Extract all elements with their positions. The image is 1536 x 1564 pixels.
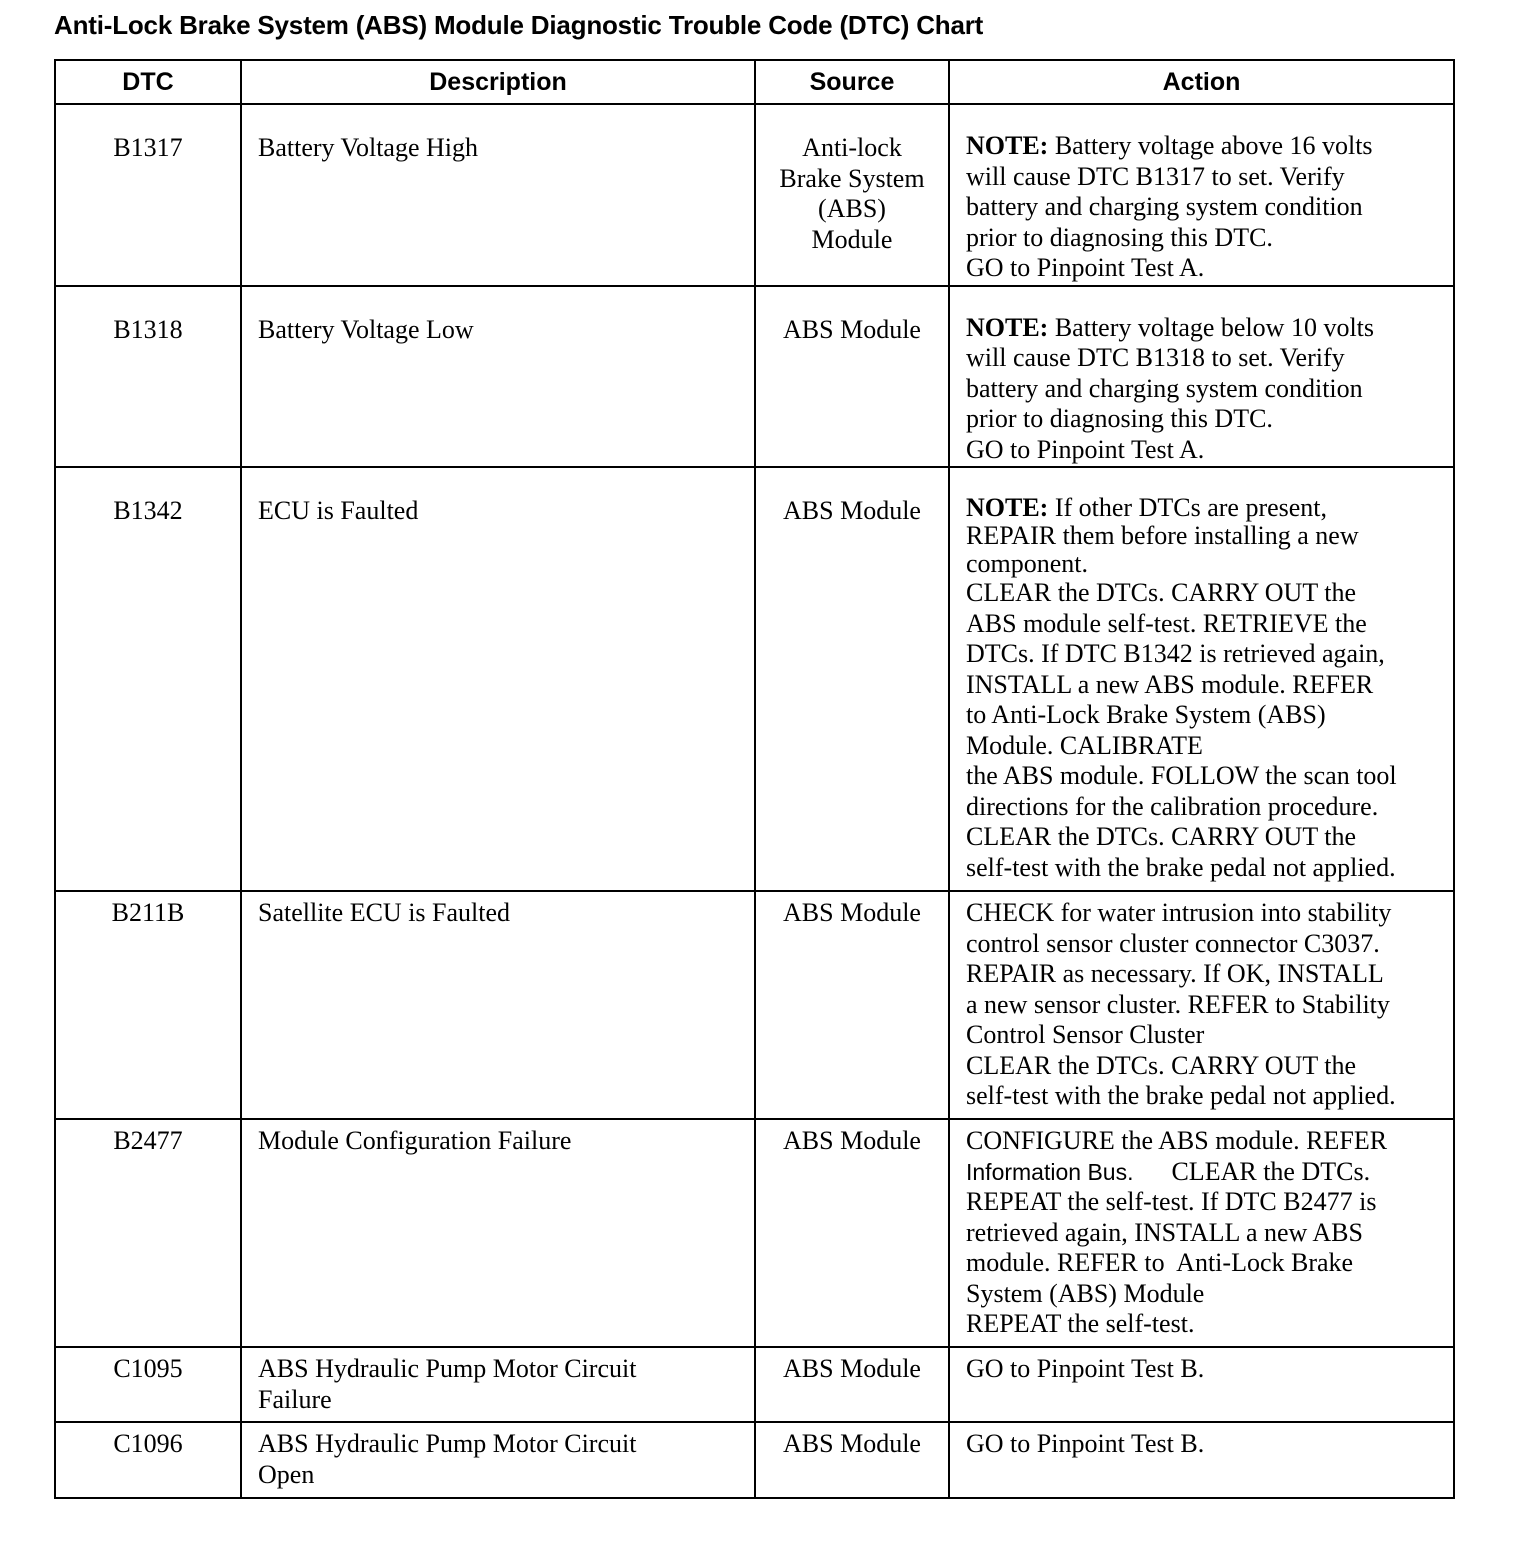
description-line: Failure — [258, 1384, 332, 1414]
action-line: CLEAR the DTCs. CARRY OUT the — [966, 822, 1357, 851]
dtc-action — [949, 891, 1454, 1119]
action-line: GO to Pinpoint Test A. — [966, 434, 1205, 464]
action-line: self-test with the brake pedal not applied. — [966, 1081, 1396, 1110]
dtc-description: Satellite ECU is Faulted — [241, 891, 755, 1119]
action-line: Control Sensor Cluster — [966, 1020, 1205, 1049]
action-text: If other DTCs are present, — [1048, 493, 1328, 522]
action-line: prior to diagnosing this DTC. — [966, 222, 1273, 252]
note-label: NOTE: — [966, 131, 1049, 160]
action-line: module. REFER to Anti-Lock Brake — [966, 1248, 1354, 1277]
table-row — [55, 1422, 1454, 1498]
dtc-code: C1095 — [55, 1347, 241, 1422]
page-title: Anti-Lock Brake System (ABS) Module Diagnostic Trouble Code (DTC) Chart — [54, 10, 984, 40]
table-row — [55, 286, 1454, 468]
dtc-source: ABS Module — [755, 467, 949, 891]
action-line: REPAIR them before installing a new — [966, 521, 1359, 550]
dtc-description: Battery Voltage High — [241, 104, 755, 286]
action-text: Battery voltage above 16 volts — [1048, 131, 1373, 160]
action-line: REPEAT the self-test. If DTC B2477 is — [966, 1187, 1377, 1216]
action-line: CONFIGURE the ABS module. REFER — [966, 1126, 1388, 1155]
dtc-action — [949, 286, 1454, 468]
header-action: Action — [949, 60, 1454, 104]
action-line: REPAIR as necessary. If OK, INSTALL — [966, 959, 1384, 988]
header-source: Source — [755, 60, 949, 104]
source-line: Brake System — [779, 163, 925, 193]
dtc-source: ABS Module — [755, 1422, 949, 1498]
table-row — [55, 1347, 1454, 1422]
table-header-row — [55, 60, 1454, 104]
note-label: NOTE: — [966, 493, 1049, 522]
action-line — [966, 131, 1447, 162]
action-text-sans: Information Bus. — [966, 1158, 1134, 1185]
action-line: INSTALL a new ABS module. REFER — [966, 669, 1374, 699]
dtc-source: ABS Module — [755, 891, 949, 1119]
action-line: self-test with the brake pedal not applied. — [966, 852, 1396, 882]
dtc-code: C1096 — [55, 1422, 241, 1498]
action-line: REPEAT the self-test. — [966, 1309, 1195, 1338]
source-line: Module — [811, 224, 893, 254]
dtc-action: GO to Pinpoint Test B. — [949, 1347, 1454, 1422]
action-line — [966, 313, 1447, 344]
source-line: (ABS) — [818, 194, 886, 223]
dtc-source: ABS Module — [755, 1347, 949, 1422]
action-line: System (ABS) Module — [966, 1278, 1205, 1308]
action-line: CLEAR the DTCs. CARRY OUT the — [966, 578, 1357, 607]
action-line: will cause DTC B1317 to set. Verify — [966, 161, 1345, 191]
dtc-code: B1318 — [55, 286, 241, 468]
header-description: Description — [241, 60, 755, 104]
action-line: to Anti-Lock Brake System (ABS) — [966, 700, 1326, 729]
table-row — [55, 891, 1454, 1119]
dtc-action — [949, 1119, 1454, 1347]
table-row — [55, 467, 1454, 891]
dtc-description: Battery Voltage Low — [241, 286, 755, 468]
action-line: prior to diagnosing this DTC. — [966, 404, 1273, 433]
action-line: DTCs. If DTC B1342 is retrieved again, — [966, 639, 1385, 668]
dtc-source: ABS Module — [755, 286, 949, 468]
action-line: battery and charging system condition — [966, 192, 1363, 221]
dtc-code: B1317 — [55, 104, 241, 286]
action-line: ABS module self-test. RETRIEVE the — [966, 608, 1367, 638]
action-line: component. — [966, 549, 1089, 578]
action-line: battery and charging system condition — [966, 373, 1363, 403]
source-line: Anti-lock — [802, 133, 902, 162]
table-row — [55, 1119, 1454, 1347]
note-label: NOTE: — [966, 312, 1049, 342]
dtc-action — [949, 467, 1454, 891]
action-line: the ABS module. FOLLOW the scan tool — [966, 761, 1397, 790]
dtc-code: B2477 — [55, 1119, 241, 1347]
action-line: directions for the calibration procedure. — [966, 791, 1379, 821]
dtc-code: B1342 — [55, 467, 241, 891]
description-line: ABS Hydraulic Pump Motor Circuit — [258, 1354, 637, 1383]
dtc-source: ABS Module — [755, 1119, 949, 1347]
dtc-description: ECU is Faulted — [241, 467, 755, 891]
dtc-description — [241, 1422, 755, 1498]
dtc-action — [949, 104, 1454, 286]
action-line: GO to Pinpoint Test A. — [966, 253, 1205, 282]
table-row — [55, 104, 1454, 286]
action-text: CLEAR the DTCs. — [1171, 1156, 1371, 1186]
action-line: a new sensor cluster. REFER to Stability — [966, 989, 1390, 1019]
dtc-description — [241, 1347, 755, 1422]
description-line: ABS Hydraulic Pump Motor Circuit — [258, 1429, 637, 1458]
action-line: will cause DTC B1318 to set. Verify — [966, 343, 1345, 372]
dtc-action: GO to Pinpoint Test B. — [949, 1422, 1454, 1498]
action-line: control sensor cluster connector C3037. — [966, 928, 1380, 958]
action-line: CLEAR the DTCs. CARRY OUT the — [966, 1050, 1357, 1080]
action-line: CHECK for water intrusion into stability — [966, 898, 1392, 927]
action-line: retrieved again, INSTALL a new ABS — [966, 1217, 1363, 1247]
description-line: Open — [258, 1459, 315, 1489]
action-text: Battery voltage below 10 volts — [1048, 312, 1375, 342]
action-line: Module. CALIBRATE — [966, 730, 1203, 760]
dtc-description: Module Configuration Failure — [241, 1119, 755, 1347]
header-dtc: DTC — [55, 60, 241, 104]
dtc-source — [755, 104, 949, 286]
action-line — [966, 494, 1447, 522]
dtc-code: B211B — [55, 891, 241, 1119]
dtc-table — [54, 59, 1455, 1499]
action-line — [966, 1157, 1447, 1188]
